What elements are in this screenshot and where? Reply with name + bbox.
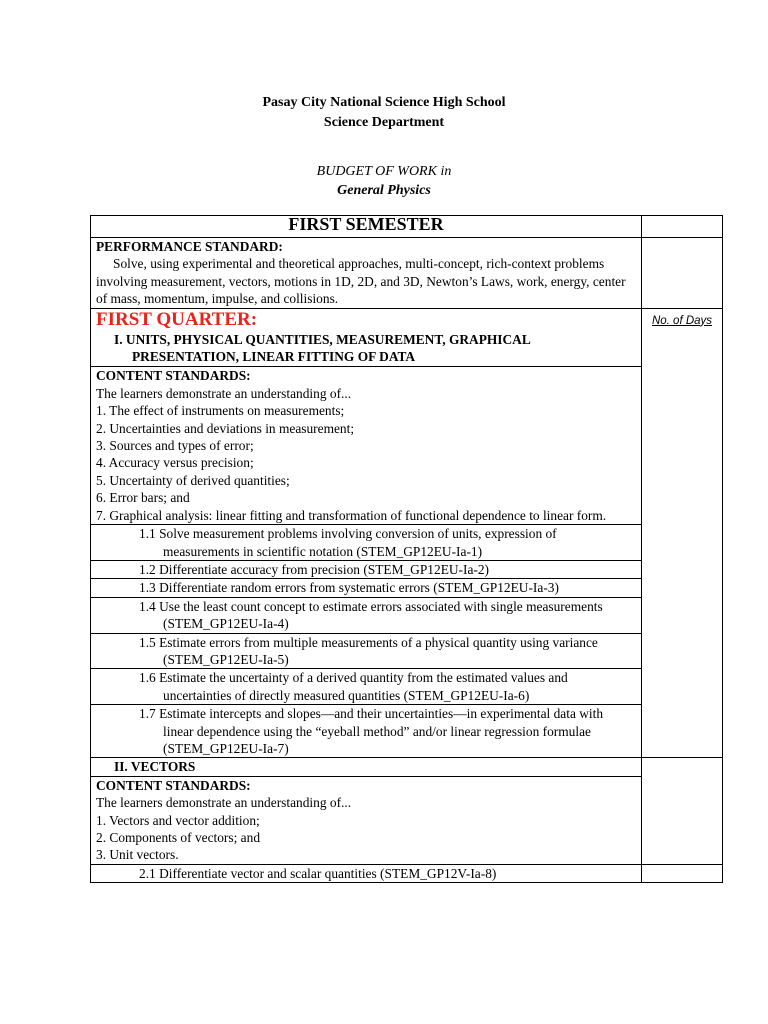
subject-title: General Physics [337,183,431,198]
semester-row [91,216,723,238]
quarter-row [91,308,723,367]
competency-1-1: 1.1 Solve measurement problems involving conversion of units, expression of measurements in scientific notation (STEM_GP12EU-Ia-1) [139,526,557,559]
competency-row [91,705,723,758]
topic-1-heading [96,331,636,366]
department-name: Science Department [323,115,445,130]
topic-1-line-2: PRESENTATION, LINEAR FITTING OF DATA [132,349,416,365]
budget-header [0,162,768,200]
content-standard-item: 3. Sources and types of error; [96,438,254,454]
budget-title: BUDGET OF WORK in [316,164,452,179]
school-header [0,93,768,133]
content-standards-1-label: CONTENT STANDARDS: [96,368,251,384]
content-standard-item: 1. The effect of instruments on measurements; [96,403,345,419]
competency-row [91,560,723,578]
competency-1-5: 1.5 Estimate errors from multiple measurements of a physical quantity using variance (STEM_GP12EU-Ia-5) [139,634,598,667]
competency-2-1: 2.1 Differentiate vector and scalar quantities (STEM_GP12V-Ia-8) [139,865,497,881]
topic-2-heading: II. VECTORS [91,758,642,776]
competency-1-4: 1.4 Use the least count concept to estimate errors associated with single measurements (STEM_GP12EU-Ia-4) [139,598,603,632]
content-standards-1-cell [91,367,642,525]
content-standards-2-label: CONTENT STANDARDS: [96,777,251,793]
competency-row [91,525,723,561]
content-standards-2-cell [91,776,642,864]
days-cell [642,864,723,882]
content-standard-item: 7. Graphical analysis: linear fitting and transformation of functional dependence to linear form. [96,507,607,523]
topic-2-row [91,758,723,776]
competency-row [91,864,723,882]
performance-row [91,238,723,309]
quarter-cell [91,308,642,367]
competency-1-7: 1.7 Estimate intercepts and slopes—and their uncertainties—in experimental data with linear dependence using the “eyeball method” and/or linear regression formulae (STEM_GP12EU-Ia-7) [139,706,604,756]
performance-cell [91,238,642,309]
days-cell [642,758,723,864]
competency-row [91,597,723,633]
competency-1-6: 1.6 Estimate the uncertainty of a derived quantity from the estimated values and uncertainties of directly measured quantities (STEM_GP12EU-Ia-6) [139,670,568,703]
school-name: Pasay City National Science High School [262,95,506,110]
content-standard-item: 6. Error bars; and [96,490,190,506]
days-cell [642,238,723,309]
content-standards-1-intro: The learners demonstrate an understanding of... [96,385,352,401]
content-standard-item: 4. Accuracy versus precision; [96,455,254,471]
content-standards-2-intro: The learners demonstrate an understanding of... [96,795,352,811]
content-standard-item: 5. Uncertainty of derived quantities; [96,472,290,488]
competency-row [91,579,723,597]
competency-row [91,633,723,669]
performance-label: PERFORMANCE STANDARD: [96,239,283,254]
content-standards-2-row [91,776,723,864]
quarter-title: FIRST QUARTER: [96,308,258,330]
content-standard-item: 1. Vectors and vector addition; [96,812,260,828]
no-of-days-header: No. of Days [642,308,723,758]
performance-text: Solve, using experimental and theoretical approaches, multi-concept, rich-context problems involving measurement, vectors, motions in 1D, 2D, and 3D, Newton’s Laws, work, energy, center of mass, momentum, impulse, and collisions. [96,256,626,307]
budget-of-work-table [90,215,723,883]
content-standard-item: 2. Components of vectors; and [96,830,261,845]
content-standard-item: 2. Uncertainties and deviations in measurement; [96,420,355,436]
topic-1-line-1: I. UNITS, PHYSICAL QUANTITIES, MEASUREMENT, GRAPHICAL [114,331,531,347]
competency-1-3: 1.3 Differentiate random errors from systematic errors (STEM_GP12EU-Ia-3) [139,580,559,596]
days-cell [642,216,723,238]
content-standards-1-row [91,367,723,525]
competency-row [91,669,723,705]
semester-title: FIRST SEMESTER [91,216,642,238]
competency-1-2: 1.2 Differentiate accuracy from precision (STEM_GP12EU-Ia-2) [139,561,490,577]
content-standard-item: 3. Unit vectors. [96,847,179,863]
